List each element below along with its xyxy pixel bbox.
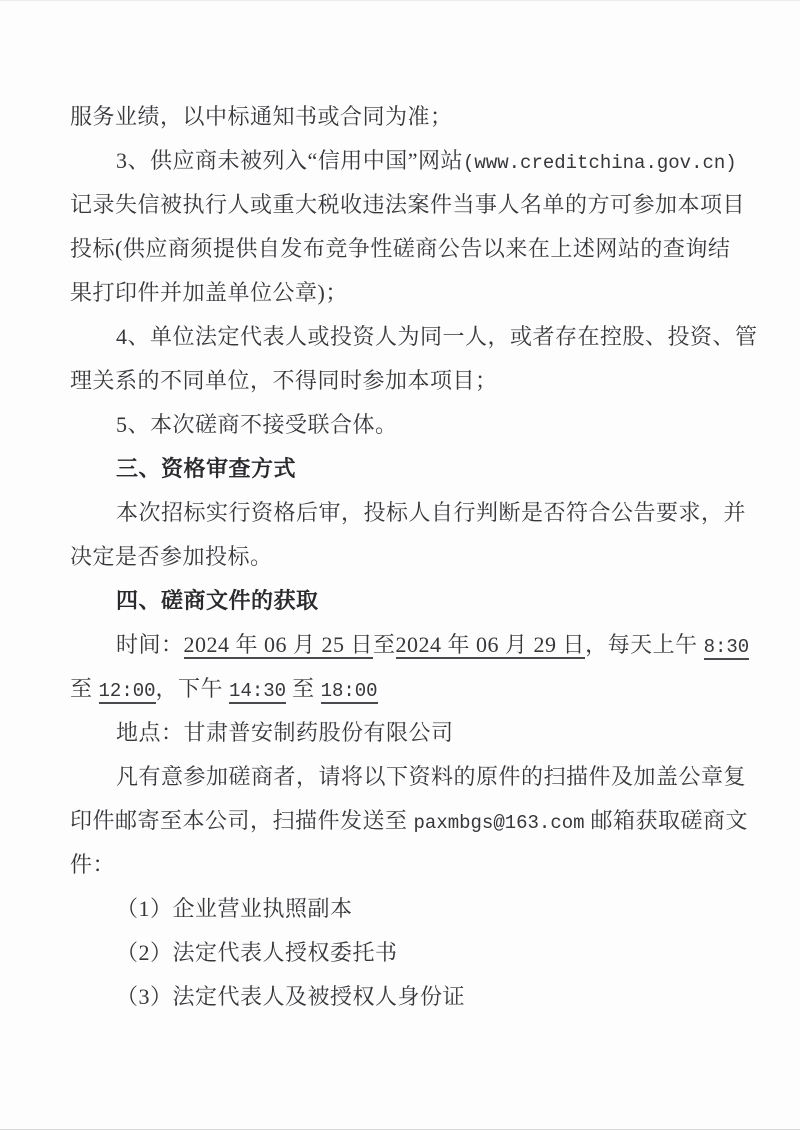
text-segment: 决定是否参加投标。 <box>70 544 273 569</box>
required-document-1 <box>70 887 752 931</box>
heading-section-4-document-obtain <box>70 579 752 623</box>
obtain-mail-line-3 <box>70 843 752 887</box>
text-segment: 至 <box>70 676 99 701</box>
para-performance-line <box>70 95 752 139</box>
text-segment: 地点：甘肃普安制药股份有限公司 <box>116 720 454 745</box>
text-segment: 三、资格审查方式 <box>116 456 297 481</box>
text-segment: 3、供应商未被列入“信用中国”网站 <box>116 148 464 173</box>
text-segment: 时间： <box>116 632 184 657</box>
clause-3-line-1 <box>70 139 752 183</box>
obtain-time-line-2 <box>70 667 752 711</box>
text-segment: （2）法定代表人授权委托书 <box>116 940 398 965</box>
text-segment: (www.creditchina.gov.cn) <box>463 152 737 174</box>
text-segment: 4、单位法定代表人或投资人为同一人，或者存在控股、投资、管 <box>116 324 758 349</box>
text-segment: 果打印件并加盖单位公章)； <box>70 280 348 305</box>
underlined-value: 14:30 <box>229 680 287 702</box>
text-segment: 记录失信被执行人或重大税收违法案件当事人名单的方可参加本项目 <box>70 192 746 217</box>
section-3-line-2 <box>70 535 752 579</box>
text-segment: paxmbgs@163.com <box>413 812 585 834</box>
obtain-location-line <box>70 711 752 755</box>
clause-3-line-4 <box>70 271 752 315</box>
clause-4-line-1 <box>70 315 758 359</box>
text-segment: 5、本次磋商不接受联合体。 <box>116 412 398 437</box>
text-segment: 至 <box>286 676 321 701</box>
text-segment: 至 <box>373 632 396 657</box>
text-segment: （3）法定代表人及被授权人身份证 <box>116 984 466 1009</box>
underlined-value: 18:00 <box>320 680 378 702</box>
clause-3-line-2 <box>70 183 752 227</box>
document-content <box>70 95 758 1019</box>
obtain-time-line-1 <box>70 623 752 667</box>
obtain-mail-line-1 <box>70 755 752 799</box>
underlined-value: 12:00 <box>98 680 156 702</box>
text-segment: 凡有意参加磋商者，请将以下资料的原件的扫描件及加盖公章复 <box>116 764 747 789</box>
underlined-value: 8:30 <box>703 636 750 658</box>
clause-5 <box>70 403 752 447</box>
clause-4-line-2 <box>70 359 752 403</box>
text-segment: 印件邮寄至本公司，扫描件发送至 <box>70 808 414 833</box>
text-segment: ，下午 <box>155 676 230 701</box>
scan-edge-top <box>0 0 800 1</box>
required-document-3 <box>70 975 752 1019</box>
text-segment: 邮箱获取磋商文 <box>584 808 749 833</box>
text-segment: 件： <box>70 852 116 877</box>
required-document-2 <box>70 931 752 975</box>
section-3-line-1 <box>70 491 752 535</box>
obtain-mail-line-2 <box>70 799 752 843</box>
text-segment: （1）企业营业执照副本 <box>116 896 353 921</box>
text-segment: 四、磋商文件的获取 <box>116 588 319 613</box>
text-segment: ，每天上午 <box>585 632 704 657</box>
heading-section-3-qualification-review <box>70 447 752 491</box>
clause-3-line-3 <box>70 227 752 271</box>
text-segment: 理关系的不同单位，不得同时参加本项目； <box>70 368 498 393</box>
underlined-value: 2024 年 06 月 29 日 <box>395 632 586 657</box>
text-segment: 服务业绩，以中标通知书或合同为准； <box>70 104 453 129</box>
text-segment: 投标(供应商须提供自发布竞争性磋商公告以来在上述网站的查询结 <box>70 236 731 261</box>
underlined-value: 2024 年 06 月 25 日 <box>183 632 374 657</box>
text-segment: 本次招标实行资格后审，投标人自行判断是否符合公告要求，并 <box>116 500 747 525</box>
